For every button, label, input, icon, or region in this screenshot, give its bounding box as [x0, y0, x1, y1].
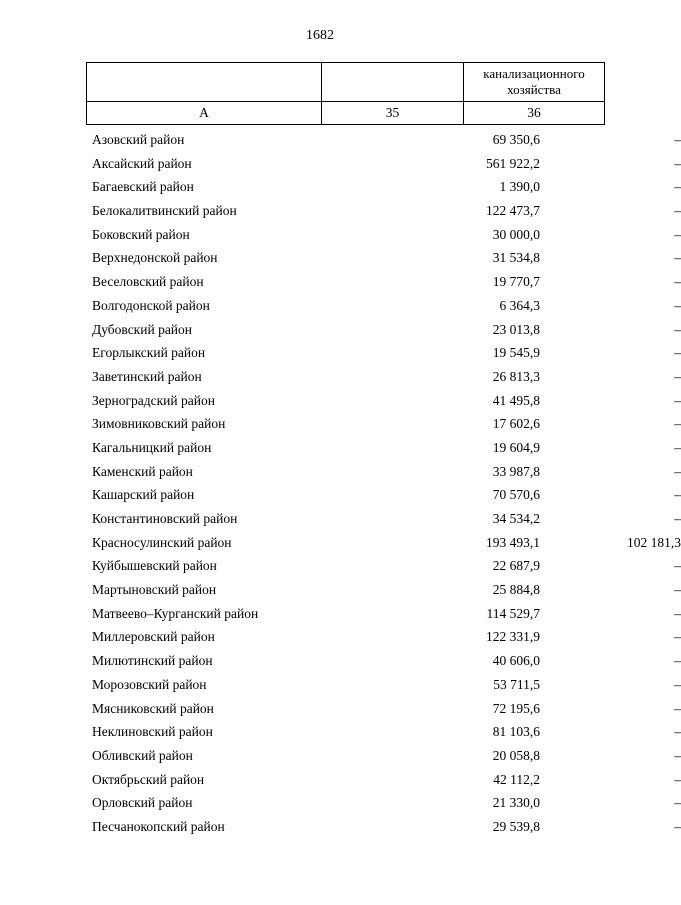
table-row: [86, 791, 681, 815]
district-name: Матвеево–Курганский район: [92, 605, 259, 621]
value-col-36: –: [674, 226, 681, 242]
value-col-35: 25 884,8: [492, 582, 540, 598]
table-row: [86, 602, 681, 626]
value-col-36: –: [674, 463, 681, 479]
table-row: [86, 389, 681, 413]
value-col-35: 40 606,0: [492, 653, 540, 669]
value-col-36: –: [674, 747, 681, 763]
table-row: [86, 625, 681, 649]
value-col-36: 102 181,3: [627, 534, 681, 550]
value-col-35: 193 493,1: [486, 534, 540, 550]
value-col-35: 42 112,2: [493, 771, 540, 787]
district-name: Боковский район: [92, 226, 190, 242]
district-name: Октябрьский район: [92, 771, 205, 787]
header-col3-title: канализационного хозяйства: [464, 63, 605, 102]
table-row: [86, 341, 681, 365]
district-name: Зимовниковский район: [92, 416, 226, 432]
table-row: [86, 649, 681, 673]
district-name: Константиновский район: [92, 511, 238, 526]
table-row: [86, 294, 681, 318]
value-col-35: 19 545,9: [492, 345, 540, 361]
value-col-35: 30 000,0: [492, 226, 540, 242]
header-col1-title: [87, 63, 322, 102]
value-col-36: –: [674, 700, 681, 716]
value-col-35: 23 013,8: [492, 321, 540, 337]
district-name: Мясниковский район: [92, 700, 214, 716]
table-row: [86, 270, 681, 294]
table-row: [86, 152, 681, 176]
district-name: Милютинский район: [92, 653, 213, 669]
value-col-35: 19 604,9: [492, 439, 540, 455]
district-name: Каменский район: [92, 463, 193, 479]
table-row: [86, 578, 681, 602]
value-col-36: –: [674, 511, 681, 526]
value-col-35: 29 539,8: [492, 818, 540, 834]
table-row: [86, 223, 681, 247]
district-name: Куйбышевский район: [92, 558, 217, 574]
table-row: [86, 744, 681, 768]
value-col-36: –: [674, 582, 681, 598]
table-row: [86, 246, 681, 270]
value-col-35: 81 103,6: [492, 724, 540, 740]
value-col-35: 72 195,6: [492, 700, 540, 716]
district-name: Обливский район: [92, 747, 193, 763]
value-col-35: 561 922,2: [486, 155, 540, 171]
table-row: [86, 768, 681, 792]
value-col-35: 21 330,0: [492, 795, 540, 811]
header-col3-num: 36: [464, 102, 605, 125]
table-row: [86, 128, 681, 152]
district-name: Заветинский район: [92, 368, 202, 384]
table-row: [86, 460, 681, 484]
value-col-36: –: [674, 724, 681, 740]
table-body: [86, 128, 681, 839]
district-name: Азовский район: [92, 132, 185, 147]
table-row: [86, 318, 681, 342]
district-name: Песчанокопский район: [92, 818, 225, 834]
value-col-35: 17 602,6: [492, 416, 540, 432]
value-col-35: 53 711,5: [493, 676, 540, 692]
page-number: 1682: [306, 28, 334, 43]
value-col-36: –: [674, 132, 681, 147]
district-name: Дубовский район: [92, 321, 193, 337]
value-col-35: 22 687,9: [492, 558, 540, 574]
district-name: Красносулинский район: [92, 534, 232, 550]
value-col-36: –: [674, 771, 681, 787]
header-col1-num: А: [87, 102, 322, 125]
table-row: [86, 436, 681, 460]
district-name: Орловский район: [92, 795, 193, 811]
value-col-36: –: [674, 345, 681, 361]
value-col-35: 122 473,7: [486, 203, 540, 219]
table-row: [86, 412, 681, 436]
value-col-36: –: [674, 274, 681, 290]
district-name: Зерноградский район: [92, 392, 215, 408]
value-col-36: –: [674, 392, 681, 408]
value-col-36: –: [674, 250, 681, 266]
district-name: Морозовский район: [92, 676, 207, 692]
value-col-36: –: [674, 297, 681, 313]
table-row: [86, 720, 681, 744]
header-title-row: [87, 63, 605, 102]
value-col-36: –: [674, 818, 681, 834]
table-row: [86, 697, 681, 721]
value-col-35: 1 390,0: [499, 179, 540, 195]
table-row: [86, 483, 681, 507]
value-col-36: –: [674, 653, 681, 669]
value-col-36: –: [674, 368, 681, 384]
value-col-36: –: [674, 676, 681, 692]
table-row: [86, 507, 681, 531]
value-col-35: 26 813,3: [492, 368, 540, 384]
value-col-35: 69 350,6: [492, 132, 540, 147]
district-name: Белокалитвинский район: [92, 203, 237, 219]
header-col2-title: [322, 63, 464, 102]
value-col-35: 33 987,8: [492, 463, 540, 479]
district-name: Мартыновский район: [92, 582, 217, 598]
value-col-35: 20 058,8: [492, 747, 540, 763]
district-name: Кашарский район: [92, 487, 195, 503]
table-row: [86, 815, 681, 839]
value-col-35: 122 331,9: [486, 629, 540, 645]
district-name: Волгодонской район: [92, 297, 210, 313]
district-name: Миллеровский район: [92, 629, 215, 645]
district-name: Неклиновский район: [92, 724, 213, 740]
value-col-36: –: [674, 605, 681, 621]
value-col-36: –: [674, 179, 681, 195]
value-col-35: 31 534,8: [492, 250, 540, 266]
district-name: Аксайский район: [92, 155, 192, 171]
value-col-36: –: [674, 487, 681, 503]
district-name: Егорлыкский район: [92, 345, 206, 361]
value-col-35: 34 534,2: [492, 511, 540, 526]
value-col-36: –: [674, 416, 681, 432]
district-name: Веселовский район: [92, 274, 204, 290]
district-name: Кагальницкий район: [92, 439, 212, 455]
district-name: Багаевский район: [92, 179, 194, 195]
value-col-35: 19 770,7: [492, 274, 540, 290]
table-row: [86, 365, 681, 389]
header-col2-num: 35: [322, 102, 464, 125]
value-col-35: 6 364,3: [499, 297, 540, 313]
district-name: Верхнедонской район: [92, 250, 218, 266]
table-header: [86, 62, 605, 125]
value-col-36: –: [674, 629, 681, 645]
value-col-36: –: [674, 155, 681, 171]
value-col-36: –: [674, 795, 681, 811]
value-col-35: 41 495,8: [492, 392, 540, 408]
value-col-36: –: [674, 203, 681, 219]
table-row: [86, 175, 681, 199]
value-col-35: 114 529,7: [486, 605, 540, 621]
value-col-36: –: [674, 321, 681, 337]
value-col-36: –: [674, 558, 681, 574]
table-row: [86, 531, 681, 555]
table-row: [86, 199, 681, 223]
value-col-36: –: [674, 439, 681, 455]
table-row: [86, 673, 681, 697]
value-col-35: 70 570,6: [492, 487, 540, 503]
table-row: [86, 554, 681, 578]
header-number-row: [87, 102, 605, 125]
